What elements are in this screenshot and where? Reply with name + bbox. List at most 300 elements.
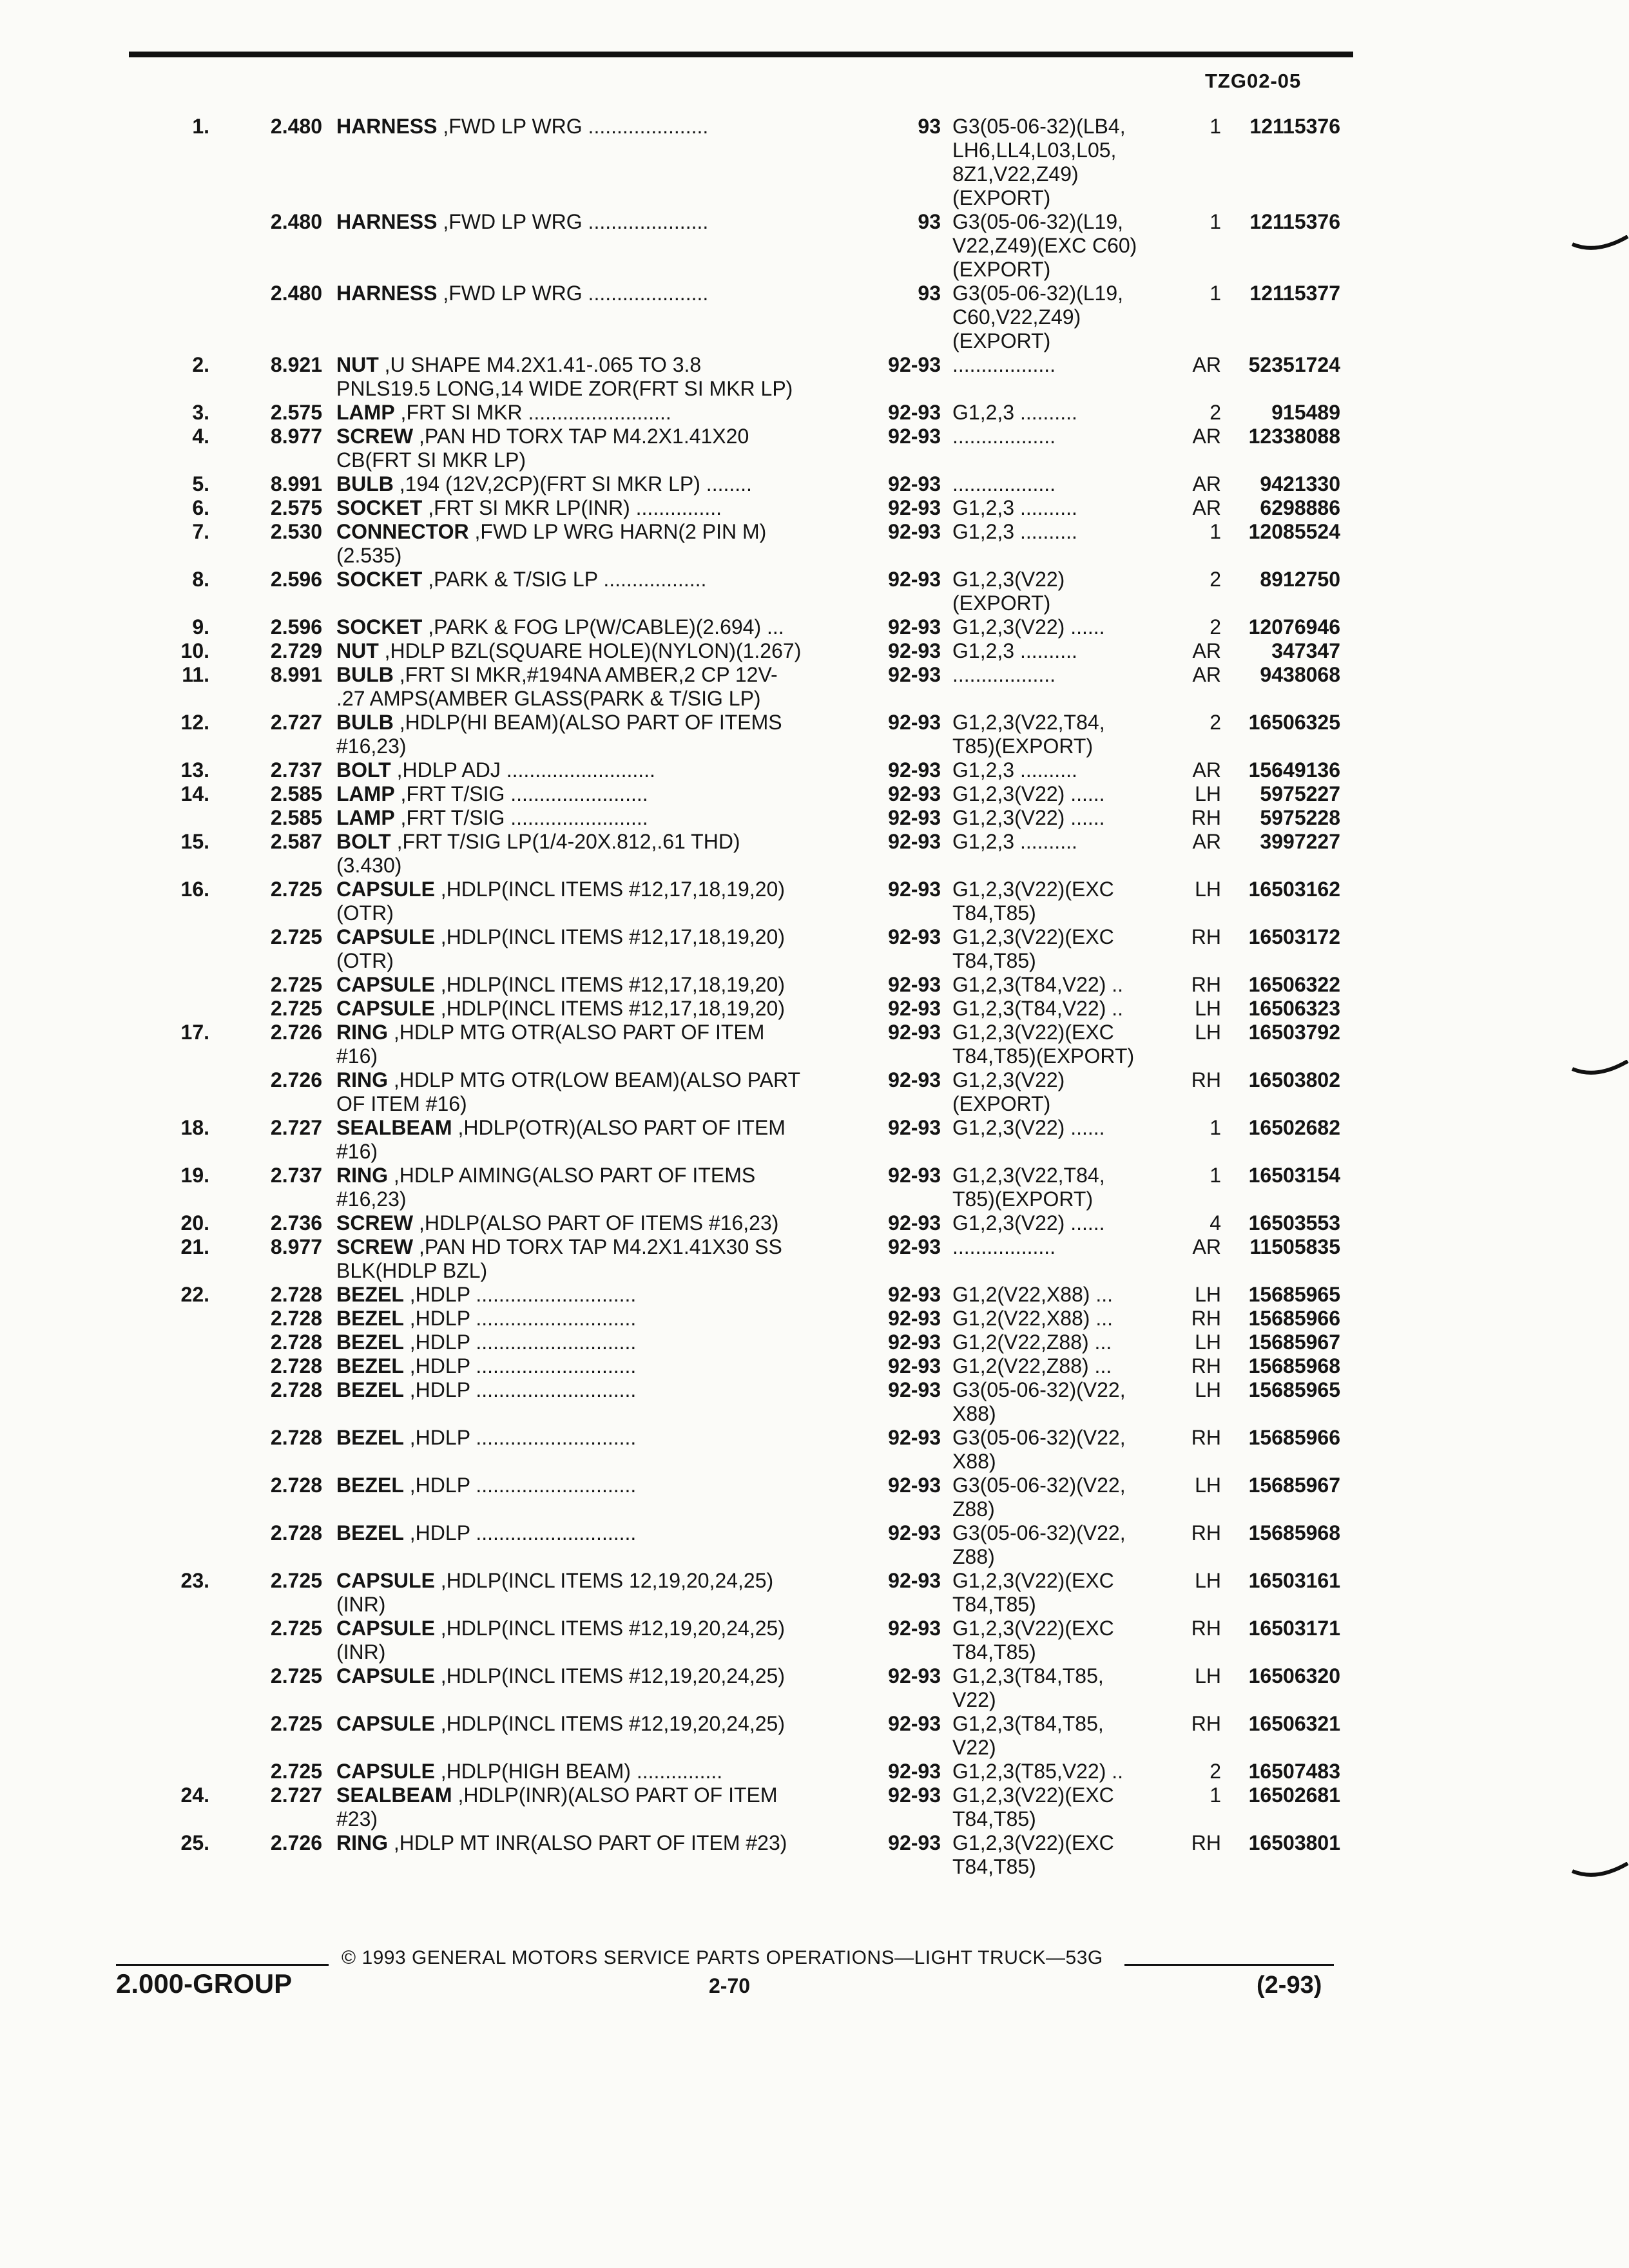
description [336,1664,858,1688]
group-number: 2.725 [270,997,322,1020]
quantity: LH [1195,782,1221,805]
description [336,806,858,830]
top-rule [129,52,1353,57]
part-row [0,1068,1629,1092]
description-detail: ,FWD LP WRG ..................... [437,210,709,233]
part-row [0,1593,1629,1617]
group-number: 8.977 [270,1235,322,1258]
part-row [0,520,1629,544]
group-number: 2.725 [270,1617,322,1640]
part-number: 15685966 [1248,1307,1340,1330]
part-row [0,258,1629,282]
application: T85)(EXPORT) [952,735,1094,758]
application: T84,T85) [952,1807,1036,1831]
group-number: 2.585 [270,806,322,829]
part-row [0,663,1629,687]
description-noun: SCREW [336,1211,414,1235]
model-year: 92-93 [888,806,941,829]
description [336,639,858,663]
ref-number: 1. [192,115,209,138]
part-number: 6298886 [1260,496,1340,519]
quantity: RH [1191,1617,1221,1640]
part-number: 16503162 [1248,878,1340,901]
group-number: 2.727 [270,1783,322,1807]
application: G1,2,3(V22)(EXC [952,1831,1114,1854]
description-detail: ,PAN HD TORX TAP M4.2X1.41X30 SS [413,1235,782,1258]
part-row [0,1235,1629,1259]
application: G1,2,3(V22)(EXC [952,878,1114,901]
part-row [0,1736,1629,1760]
description [336,1331,858,1354]
model-year: 92-93 [888,472,941,495]
ref-number: 9. [192,615,209,639]
description-noun: CAPSULE [336,1617,435,1640]
part-number: 15685965 [1248,1378,1340,1401]
ref-number: 19. [180,1164,209,1187]
description-detail: (OTR) [336,901,394,925]
application: G3(05-06-32)(LB4, [952,115,1126,138]
ref-number: 18. [180,1116,209,1139]
part-row [0,1259,1629,1283]
group-number: 2.587 [270,830,322,853]
model-year: 92-93 [888,663,941,686]
description [336,1712,858,1736]
application: G1,2,3(V22)(EXC [952,1617,1114,1640]
application: G1,2,3(V22) [952,568,1065,591]
part-number: 12115377 [1249,282,1340,305]
model-year: 92-93 [888,1783,941,1807]
group-number: 2.728 [270,1426,322,1449]
part-row [0,1760,1629,1783]
model-year: 92-93 [888,1235,941,1258]
part-row [0,1855,1629,1879]
description-detail: ,HDLP(INCL ITEMS #12,17,18,19,20) [434,973,785,996]
part-row [0,305,1629,329]
part-row [0,1688,1629,1712]
description-noun: BOLT [336,830,391,853]
model-year: 93 [918,210,941,233]
part-row [0,1426,1629,1450]
quantity: 2 [1210,401,1221,424]
part-number: 347347 [1271,639,1340,662]
application: .................. [952,353,1056,376]
description-detail: ,HDLP(ALSO PART OF ITEMS #16,23) [413,1211,779,1235]
part-row [0,949,1629,973]
application: T84,T85) [952,901,1036,925]
part-row [0,329,1629,353]
group-number: 2.585 [270,782,322,805]
part-row [0,496,1629,520]
part-row [0,758,1629,782]
part-row [0,1021,1629,1044]
application: G1,2,3(T85,V22) .. [952,1760,1124,1783]
page-code: TZG02-05 [1205,70,1302,92]
quantity: AR [1192,1235,1221,1258]
description [336,1283,858,1307]
quantity: 2 [1210,711,1221,734]
part-row [0,997,1629,1021]
application: LH6,LL4,L03,L05, [952,139,1117,162]
quantity: AR [1192,496,1221,519]
copyright-notice: © 1993 GENERAL MOTORS SERVICE PARTS OPERATIONS—LIGHT TRUCK—53G [342,1947,1103,1968]
application: T84,T85) [952,1855,1036,1878]
application: G1,2,3(V22) ...... [952,615,1105,639]
quantity: RH [1191,806,1221,829]
model-year: 92-93 [888,425,941,448]
description [336,615,858,639]
binder-tab-mark-icon [1571,235,1629,255]
part-row [0,448,1629,472]
application: G1,2(V22,Z88) ... [952,1331,1112,1354]
description [336,854,858,878]
description-detail: ,PAN HD TORX TAP M4.2X1.41X20 [413,425,749,448]
description [336,1044,858,1068]
description-detail: ,PARK & T/SIG LP .................. [422,568,707,591]
description-detail: #16) [336,1140,378,1163]
description-noun: NUT [336,639,379,662]
model-year: 92-93 [888,1664,941,1687]
part-row [0,925,1629,949]
part-row [0,544,1629,568]
description-noun: RING [336,1164,388,1187]
description-detail: ,HDLP BZL(SQUARE HOLE)(NYLON)(1.267) [378,639,802,662]
description-detail: ,HDLP(INCL ITEMS #12,17,18,19,20) [434,925,785,948]
description-noun: RING [336,1021,388,1044]
description-detail: #16) [336,1044,378,1068]
part-row [0,353,1629,377]
description [336,472,858,496]
part-row [0,234,1629,258]
description-detail: ,HDLP ............................ [403,1474,637,1497]
quantity: RH [1191,1831,1221,1854]
part-row [0,1402,1629,1426]
description-noun: BEZEL [336,1307,404,1330]
description-detail: ,FRT SI MKR LP(INR) ............... [422,496,722,519]
model-year: 92-93 [888,401,941,424]
ref-number: 5. [192,472,209,495]
part-row [0,472,1629,496]
description-noun: SOCKET [336,568,423,591]
application: G3(05-06-32)(V22, [952,1474,1126,1497]
quantity: 1 [1210,1116,1221,1139]
application: G1,2,3 .......... [952,830,1077,853]
part-row [0,115,1629,139]
description-noun: BULB [336,472,394,495]
description-detail: .27 AMPS(AMBER GLASS(PARK & T/SIG LP) [336,687,761,710]
description-detail: ,HDLP ............................ [403,1378,637,1401]
description-detail: ,HDLP(HI BEAM)(ALSO PART OF ITEMS [393,711,782,734]
group-number: 2.728 [270,1521,322,1544]
description-noun: SCREW [336,1235,414,1258]
description [336,1807,858,1831]
part-row [0,1307,1629,1331]
description [336,1021,858,1044]
model-year: 92-93 [888,568,941,591]
quantity: LH [1195,1569,1221,1592]
application: G1,2,3(V22) ...... [952,782,1105,805]
description [336,949,858,973]
part-number: 16507483 [1248,1760,1340,1783]
description [336,735,858,758]
part-number: 12115376 [1249,210,1340,233]
part-number: 16503792 [1248,1021,1340,1044]
application: G3(05-06-32)(V22, [952,1426,1126,1449]
model-year: 92-93 [888,1331,941,1354]
application: (EXPORT) [952,1092,1051,1115]
part-number: 16503171 [1248,1617,1340,1640]
application: V22,Z49)(EXC C60) [952,234,1137,257]
description [336,1116,858,1140]
description [336,1235,858,1259]
group-number: 2.725 [270,1712,322,1735]
description-detail: ,FRT SI MKR ......................... [394,401,671,424]
application: V22) [952,1688,996,1711]
part-number: 15649136 [1248,758,1340,782]
group-number: 8.991 [270,472,322,495]
quantity: 2 [1210,1760,1221,1783]
ref-number: 17. [180,1021,209,1044]
part-number: 16506325 [1248,711,1340,734]
description-noun: LAMP [336,401,395,424]
quantity: 1 [1210,282,1221,305]
application: G1,2,3(V22,T84, [952,711,1105,734]
description-detail: ,HDLP MTG OTR(LOW BEAM)(ALSO PART [388,1068,801,1091]
group-number: 2.737 [270,1164,322,1187]
application: G1,2,3(V22)(EXC [952,925,1114,948]
part-row [0,711,1629,735]
description-noun: BEZEL [336,1521,404,1544]
model-year: 92-93 [888,639,941,662]
description-detail: (INR) [336,1640,386,1664]
ref-number: 15. [180,830,209,853]
group-number: 2.728 [270,1378,322,1401]
application: G1,2,3(V22,T84, [952,1164,1105,1187]
description-detail: ,HDLP(INR)(ALSO PART OF ITEM [452,1783,778,1807]
group-label: 2.000-GROUP [116,1968,293,1999]
description-noun: BOLT [336,758,391,782]
model-year: 92-93 [888,925,941,948]
part-row [0,1807,1629,1831]
part-row [0,1140,1629,1164]
part-number: 15685968 [1248,1521,1340,1544]
model-year: 92-93 [888,1116,941,1139]
part-row [0,639,1629,663]
quantity: LH [1195,1283,1221,1306]
description-detail: ,HDLP ............................ [403,1307,637,1330]
description [336,496,858,520]
description-detail: ,FWD LP WRG ..................... [437,282,709,305]
part-row [0,1354,1629,1378]
description-noun: CAPSULE [336,973,435,996]
group-number: 2.725 [270,925,322,948]
application: T84,T85)(EXPORT) [952,1044,1135,1068]
description-detail: ,FRT SI MKR,#194NA AMBER,2 CP 12V- [393,663,778,686]
quantity: RH [1191,1354,1221,1378]
group-number: 2.727 [270,711,322,734]
description-detail: (INR) [336,1593,386,1616]
model-year: 92-93 [888,353,941,376]
description [336,568,858,591]
parts-list [0,115,1629,1879]
group-number: 2.727 [270,1116,322,1139]
part-number: 16506320 [1248,1664,1340,1687]
ref-number: 14. [180,782,209,805]
part-row [0,1187,1629,1211]
part-row [0,1283,1629,1307]
description-noun: BEZEL [336,1331,404,1354]
model-year: 92-93 [888,997,941,1020]
group-number: 2.596 [270,615,322,639]
description-noun: BEZEL [336,1426,404,1449]
description-detail: ,HDLP AIMING(ALSO PART OF ITEMS [388,1164,756,1187]
part-row [0,687,1629,711]
part-number: 16503161 [1248,1569,1340,1592]
description-detail: ,HDLP ............................ [403,1283,637,1306]
quantity: AR [1192,663,1221,686]
description-detail: ,HDLP MT INR(ALSO PART OF ITEM #23) [388,1831,787,1854]
model-year: 92-93 [888,1021,941,1044]
description-noun: CAPSULE [336,1569,435,1592]
description-noun: SOCKET [336,615,423,639]
part-number: 12115376 [1249,115,1340,138]
description-noun: RING [336,1831,388,1854]
description [336,1521,858,1545]
model-year: 92-93 [888,1164,941,1187]
description [336,401,858,425]
description-detail: ,HDLP ............................ [403,1426,637,1449]
application: Z88) [952,1497,995,1521]
quantity: 4 [1210,1211,1221,1235]
description [336,1640,858,1664]
application: (EXPORT) [952,591,1051,615]
application: Z88) [952,1545,995,1568]
part-number: 11505835 [1249,1235,1340,1258]
description-noun: SEALBEAM [336,1116,452,1139]
application: G3(05-06-32)(L19, [952,282,1124,305]
description [336,1569,858,1593]
description-detail: CB(FRT SI MKR LP) [336,448,526,472]
part-row [0,1474,1629,1497]
description-detail: (2.535) [336,544,402,567]
part-number: 16503553 [1248,1211,1340,1235]
part-row [0,1331,1629,1354]
page-number: 2-70 [709,1974,751,1997]
application: G1,2,3(V22) [952,1068,1065,1091]
model-year: 92-93 [888,1760,941,1783]
application: G1,2,3(T84,T85, [952,1712,1104,1735]
group-number: 2.725 [270,1569,322,1592]
part-row [0,1617,1629,1640]
description [336,758,858,782]
part-row [0,139,1629,162]
part-number: 15685968 [1248,1354,1340,1378]
description [336,353,858,377]
application: G1,2(V22,X88) ... [952,1283,1113,1306]
application: G1,2,3 .......... [952,639,1077,662]
part-number: 15685966 [1248,1426,1340,1449]
quantity: 1 [1210,1783,1221,1807]
footer-rule-left [116,1964,329,1966]
description-detail: ,HDLP MTG OTR(ALSO PART OF ITEM [388,1021,765,1044]
description-detail: OF ITEM #16) [336,1092,467,1115]
description-noun: CAPSULE [336,925,435,948]
model-year: 93 [918,115,941,138]
part-row [0,1545,1629,1569]
model-year: 92-93 [888,1712,941,1735]
ref-number: 22. [180,1283,209,1306]
description [336,282,858,305]
part-number: 12085524 [1248,520,1340,543]
ref-number: 6. [192,496,209,519]
description [336,1164,858,1187]
ref-number: 11. [182,663,209,686]
application: V22) [952,1736,996,1759]
part-number: 16506322 [1248,973,1340,996]
description [336,425,858,448]
description-noun: CAPSULE [336,997,435,1020]
application: C60,V22,Z49) [952,305,1081,329]
application: G1,2,3 .......... [952,496,1077,519]
model-year: 92-93 [888,973,941,996]
application: (EXPORT) [952,258,1051,281]
group-number: 2.728 [270,1283,322,1306]
quantity: RH [1191,1068,1221,1091]
description [336,210,858,234]
quantity: 1 [1210,115,1221,138]
description [336,997,858,1021]
quantity: LH [1195,1021,1221,1044]
group-number: 2.726 [270,1068,322,1091]
description-noun: CAPSULE [336,878,435,901]
part-row [0,615,1629,639]
application: G1,2,3(V22)(EXC [952,1569,1114,1592]
quantity: AR [1192,639,1221,662]
description-detail: ,HDLP ............................ [403,1331,637,1354]
model-year: 92-93 [888,1426,941,1449]
application: G1,2,3(T84,V22) .. [952,973,1124,996]
description [336,1593,858,1617]
description [336,520,858,544]
part-row [0,878,1629,901]
model-year: 92-93 [888,1354,941,1378]
part-row [0,782,1629,806]
part-row [0,735,1629,758]
part-number: 16502681 [1248,1783,1340,1807]
part-row [0,162,1629,186]
description-detail: ,HDLP ............................ [403,1521,637,1544]
application: (EXPORT) [952,186,1051,209]
description [336,1760,858,1783]
quantity: LH [1195,1331,1221,1354]
binder-tab-mark-icon [1571,1060,1629,1079]
part-number: 16506321 [1248,1712,1340,1735]
description [336,925,858,949]
part-row [0,401,1629,425]
model-year: 92-93 [888,1474,941,1497]
ref-number: 20. [180,1211,209,1235]
group-number: 2.736 [270,1211,322,1235]
description-noun: LAMP [336,782,395,805]
binder-tab-mark-icon [1571,1862,1629,1881]
model-year: 92-93 [888,615,941,639]
part-number: 16503172 [1248,925,1340,948]
model-year: 92-93 [888,782,941,805]
part-row [0,568,1629,591]
ref-number: 13. [180,758,209,782]
group-number: 2.480 [270,282,322,305]
application: G1,2,3 .......... [952,520,1077,543]
description [336,830,858,854]
